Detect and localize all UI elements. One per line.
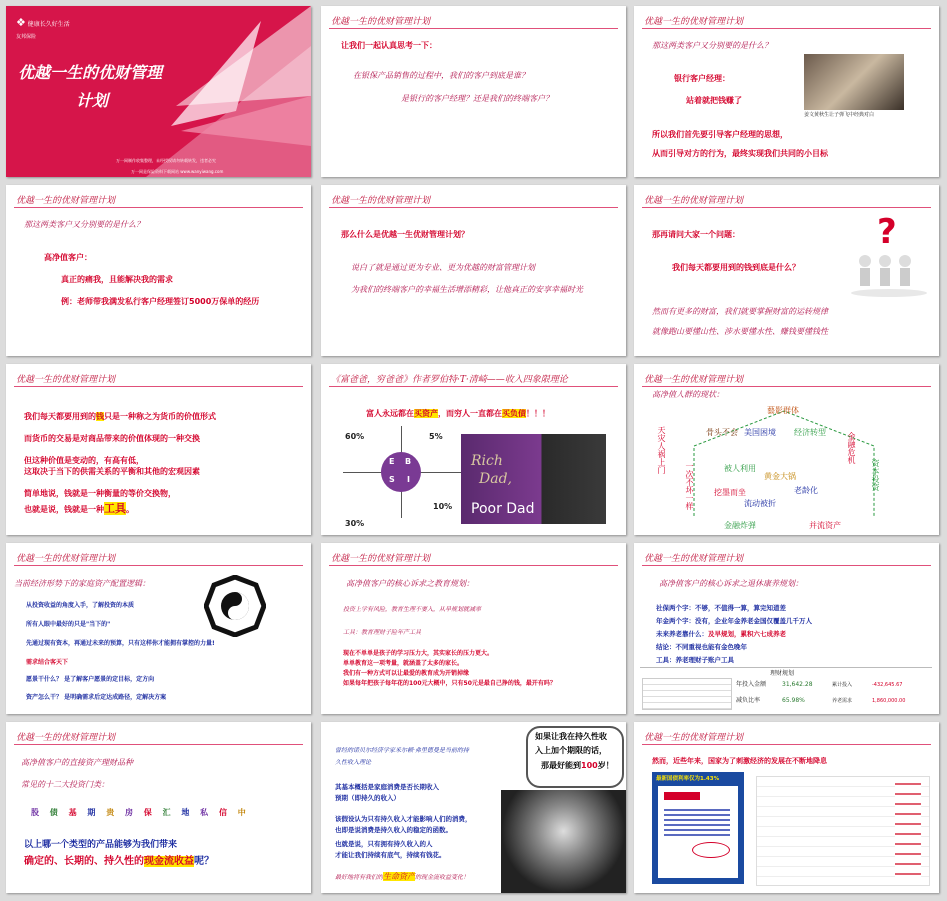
line-2: 是银行的客户经理？还是我们的终端客户？ <box>401 94 553 103</box>
line-6c: 。 <box>126 505 134 514</box>
cell-a: 年投入金额 <box>736 681 767 688</box>
line-6 <box>24 504 134 515</box>
line-2: 为我们的终端客户的幸福生活增添精彩，让他真正的安享幸福时光 <box>351 285 583 294</box>
red-2: 单单教育这一项考量，就涵盖了太多的家长。 <box>343 660 464 667</box>
divider <box>642 744 931 745</box>
subtitle: 常见的十二大投资门类： <box>21 780 109 789</box>
rate-list-screenshot <box>756 776 930 886</box>
slide-header: 优越一生的优财管理计划 <box>331 554 431 564</box>
cat-8: 汇 <box>162 807 171 817</box>
red-1: 现在不单单是孩子的学习压力大，其实家长的压力更大。 <box>343 650 494 657</box>
bottom-1: 金融炸弹 <box>724 521 756 530</box>
banner-c: ，而穷人一直都在 <box>438 409 502 418</box>
cat-2: 债 <box>49 807 58 817</box>
rate-list-red-column <box>895 779 921 883</box>
cat-10: 私 <box>200 807 209 817</box>
logo-sub: 友邦保险 <box>16 34 37 40</box>
line-5b: 是了解客户愿景的定目标，定方向 <box>64 676 155 683</box>
cat-9: 地 <box>181 807 190 817</box>
slide-7[interactable] <box>6 364 311 535</box>
banner-d: 买负债 <box>502 409 526 418</box>
bubble-2: 入上加个期限的话， <box>535 746 607 755</box>
title: 然而，近些年来，国家为了刺激经济的发展在不断地降息 <box>652 757 827 765</box>
line-3: 先通过现有资本，再通过未来的预算，只有这样你才能拥有掌控的力量! <box>26 640 215 647</box>
line-1: 投资上学有风险，教育生理不要入，从早规划就减率 <box>343 606 482 613</box>
quad-s: S <box>389 475 395 484</box>
friedman-portrait-image <box>501 790 626 893</box>
cover-footer-2: 万一网是保险资料下载网站 www.wanyiwang.com <box>131 169 224 174</box>
divider <box>14 565 303 566</box>
quadrant-1: 60% <box>345 432 365 441</box>
line-1: 以上哪一个类型的产品能够为我们带来 <box>24 840 178 850</box>
slide-header: 优越一生的优财管理计划 <box>644 375 744 385</box>
plan-table <box>640 667 932 712</box>
slide-header: 优越一生的优财管理计划 <box>16 375 116 385</box>
line-6: 才能让我们持续有底气，持续有钱花。 <box>335 851 446 859</box>
line-2: 工具：教育理财子险年产工具 <box>343 629 422 636</box>
item-2: 被人利用 <box>724 464 756 473</box>
cover-footer-1: 万一网制作收集整理，未经授权请勿转载转发，违者必究 <box>116 158 216 163</box>
slide-15[interactable] <box>634 722 939 893</box>
line-6a: 资产怎么干？ <box>26 694 63 701</box>
divider <box>642 565 931 566</box>
line-3a: 未来养老靠什么： <box>656 630 708 638</box>
cover-title-2: 计划 <box>76 91 109 110</box>
movie-still-image <box>804 54 904 110</box>
bubble-3 <box>541 761 614 771</box>
question: 那么什么是优越一生优财管理计划？ <box>341 230 469 239</box>
mini-grid <box>642 678 732 710</box>
line-2 <box>24 855 214 868</box>
cell-b: 累计投入 <box>832 682 853 688</box>
slide-12[interactable] <box>634 543 939 714</box>
cell-d: 养老需求 <box>832 698 853 704</box>
asset-categories <box>31 807 254 817</box>
cell-a-value: 31,642.28 <box>782 681 813 688</box>
title-1: 曾经的诺贝尔经济学家米尔顿·弗里德曼是当前的持 <box>335 747 469 754</box>
divider <box>642 386 931 387</box>
cat-12: 中 <box>237 807 246 817</box>
item-8: 老龄化 <box>794 486 818 495</box>
cell-d-value: 1,860,000.00 <box>872 698 906 704</box>
line-4: 这取决于当下的供需关系的平衡和其他的宏观因素 <box>24 467 200 476</box>
line-7 <box>335 872 469 883</box>
title: 高净值客户的核心诉求之教育规划： <box>346 579 474 588</box>
slide-8[interactable] <box>321 364 626 535</box>
line-1: 然而有更多的财富，我们就要掌握财富的运转规律 <box>652 307 828 316</box>
line-2a: 确定的 <box>24 856 54 867</box>
intro: 高净值人群的现状： <box>652 390 724 399</box>
slide-header: 《富爸爸，穷爸爸》作者罗伯特·T·清崎——收入四象限理论 <box>331 375 568 385</box>
quadrant-3: 10% <box>433 502 453 511</box>
book-title-2: Dad, <box>479 471 512 487</box>
question: 那这两类客户又分别要的是什么？ <box>652 41 772 50</box>
slide-header: 优越一生的优财管理计划 <box>16 554 116 564</box>
line-1: 社保两个字：不够，不值得一算，算完知道差 <box>656 604 786 612</box>
question: 那这两类客户又分别要的是什么？ <box>24 220 144 229</box>
divider <box>642 28 931 29</box>
red-3: 我们有一种方式可以让最爱的教育成为开销掉缘 <box>343 670 470 677</box>
line-1: 其基本概括是家庭消费是否长期收入 <box>335 783 439 791</box>
cat-6: 房 <box>124 807 133 817</box>
slide-6[interactable] <box>634 185 939 356</box>
title-2: 久性收入理论 <box>335 759 372 766</box>
divider <box>329 207 618 208</box>
line-2f: 现金流收益 <box>144 856 194 867</box>
body-line-2: 从而引导对方的行为，最终实现我们共同的小目标 <box>652 149 828 158</box>
table-title: 理财规划 <box>770 670 795 677</box>
cat-5: 贵 <box>106 807 115 817</box>
tool-word: 工具 <box>104 502 126 515</box>
cashflow-quadrant-icon <box>381 452 421 492</box>
slide-11[interactable] <box>321 543 626 714</box>
bottom-2: 并流资产 <box>809 521 841 530</box>
divider <box>14 207 303 208</box>
bubble-3b: 100 <box>581 761 598 770</box>
slide-9[interactable] <box>634 364 939 535</box>
logo <box>16 18 70 30</box>
line-5: 简单地说，钱就是一种衡量的等价交换物， <box>24 489 176 498</box>
img-blue-text <box>664 806 730 836</box>
bond-rate-screenshot <box>652 772 744 884</box>
slide-header: 优越一生的优财管理计划 <box>16 196 116 206</box>
line-3: 该假设认为只有持久收入才能影响人们的消费， <box>335 815 472 823</box>
slide-13[interactable] <box>6 722 311 893</box>
banner-e: ！！！ <box>526 409 550 418</box>
line-1a: 我们每天都要用到的 <box>24 412 96 421</box>
slide-header: 优越一生的优财管理计划 <box>644 196 744 206</box>
cell-c-value: 65.98% <box>782 697 805 704</box>
line-3: 但这种价值是变动的，有高有低， <box>24 456 144 465</box>
divider <box>329 565 618 566</box>
line-7b: 生命资产 <box>383 872 416 881</box>
bubble-1: 如果让我在持久性收 <box>535 732 607 741</box>
line-2: 就像跑山要懂山性、涉水要懂水性、赚钱要懂钱性 <box>652 327 828 336</box>
slide-14[interactable] <box>321 722 626 893</box>
line-6 <box>26 693 166 703</box>
quad-i: I <box>407 475 410 484</box>
item-5: 美国困境 <box>744 428 776 437</box>
house-top: 藝影群体 <box>767 406 799 415</box>
answer-label: 银行客户经理： <box>674 74 730 83</box>
line-6b: 是明确需求后定达成路径，定解决方案 <box>64 694 167 701</box>
quad-e: E <box>389 457 395 466</box>
divider <box>329 386 618 387</box>
bubble-3a: 那最好能到 <box>541 761 581 770</box>
line-2: 而货币的交易是对商品带来的价值体现的一种交换 <box>24 434 200 443</box>
answer-value: 站着就把钱赚了 <box>686 96 742 105</box>
img-title: 最新国债利率仅为1.43% <box>656 776 720 782</box>
line-7a: 最好地将有我们的 <box>335 874 384 881</box>
cat-1: 股 <box>31 807 39 817</box>
house-outline-icon <box>684 406 884 526</box>
line-2d: 、 <box>94 856 104 867</box>
example: 例：老师带我满发私行客户经理签订5000万保单的经历 <box>61 297 260 306</box>
line-2b: 、 <box>54 856 64 867</box>
item-7: 黄金大锅 <box>764 472 796 481</box>
title: 高净值客户的核心诉求之退休康养规划： <box>659 579 803 588</box>
logo-mark-icon: ❖ <box>16 16 26 29</box>
divider <box>329 28 618 29</box>
cell-c: 减负比率 <box>736 697 761 704</box>
line-1: 说白了就是通过更为专业、更为优越的财富管理计划 <box>351 263 535 272</box>
slide-3[interactable] <box>634 6 939 177</box>
item-6: 经济转型 <box>794 428 826 437</box>
line-1: 从投资收益的角度入手，了解投资的本质 <box>26 602 135 609</box>
line-3 <box>656 629 786 639</box>
svg-text:?: ? <box>877 213 897 252</box>
book-title-3: Poor Dad <box>471 501 535 517</box>
right-1: 金融危机 <box>847 432 856 464</box>
line-2: 所有人眼中最好的只是"当下的" <box>26 621 111 628</box>
cell-b-value: -432,645.67 <box>872 682 903 688</box>
question: 那再请问大家一个问题： <box>652 230 740 239</box>
slide-header: 优越一生的优财管理计划 <box>331 17 431 27</box>
cat-4: 期 <box>87 807 96 817</box>
banner <box>366 409 550 419</box>
question-figures-icon <box>849 213 929 298</box>
banner-a: 富人永远都在 <box>366 409 414 418</box>
line-2: 年金两个字：没有，企业年金养老金国仅覆盖几千万人 <box>656 617 812 625</box>
line-4: 需求结合客天下 <box>26 659 69 666</box>
slide-cover[interactable] <box>6 6 311 177</box>
logo-text: 健康长久好生活 <box>27 21 70 28</box>
slide-header: 优越一生的优财管理计划 <box>16 733 116 743</box>
label: 高净值客户： <box>44 253 92 262</box>
slide-4[interactable] <box>6 185 311 356</box>
banner-b: 买资产 <box>414 409 438 418</box>
img-red-circle <box>692 842 730 858</box>
right-2: 资本投资 <box>871 459 880 491</box>
title: 当前经济形势下的家庭资产配置逻辑： <box>14 579 150 588</box>
line-3b: 及早规划，累积六七成养老 <box>708 630 786 638</box>
line-5a: 愿景干什么？ <box>26 676 63 683</box>
line-4: 结论：不同重视也能有金色晚年 <box>656 643 747 651</box>
line-1c: 只是一种称之为货币的价值形式 <box>104 412 216 421</box>
divider <box>14 386 303 387</box>
divider <box>642 207 931 208</box>
need: 真正的痛我，且能解决我的需求 <box>61 275 173 284</box>
left-2: 一次不坏一样 <box>685 462 694 510</box>
bubble-3c: 岁！ <box>597 761 614 770</box>
body-line-1: 所以我们首先要引导客户经理的思想， <box>652 130 788 139</box>
divider <box>14 744 303 745</box>
line-2c: 长期的 <box>64 856 94 867</box>
quadrant-2: 5% <box>429 432 443 441</box>
money-word: 钱 <box>96 412 104 421</box>
item-4: 流动被折 <box>744 499 776 508</box>
img-red-label <box>664 792 700 800</box>
cover-title-1: 优越一生的优财管理 <box>18 63 163 82</box>
line-2: 预期（即持久的收入） <box>335 794 400 802</box>
line-5: 工具：养老理财子账户工具 <box>656 656 734 664</box>
quadrant-4: 30% <box>345 519 365 528</box>
question-2: 我们每天都要用到的钱到底是什么？ <box>672 263 800 272</box>
title: 高净值客户的直接资产理财品种 <box>21 758 133 767</box>
question: 让我们一起认真思考一下： <box>341 41 437 50</box>
slide-5[interactable] <box>321 185 626 356</box>
line-2e: 持久性的 <box>104 856 144 867</box>
line-1: 在银保产品销售的过程中，我们的客户到底是谁？ <box>353 71 529 80</box>
slide-header: 优越一生的优财管理计划 <box>644 733 744 743</box>
cover-shapes-icon <box>6 6 311 177</box>
line-2g: 呢？ <box>194 856 214 867</box>
line-6a: 也就是说，钱就是一种 <box>24 505 104 514</box>
line-5 <box>26 675 154 685</box>
red-4: 如果每年把孩子每年花的100元大概中，只有50元是最自己挣的钱，最开有吗？ <box>343 680 556 687</box>
image-caption: 姜文黄秋生让子弹飞中经典对白 <box>804 112 875 118</box>
cat-11: 信 <box>218 807 227 817</box>
line-1 <box>24 412 216 422</box>
cat-3: 基 <box>68 807 77 817</box>
line-4: 也即是说消费是持久收入的稳定的函数。 <box>335 826 452 834</box>
taiji-bagua-icon <box>204 575 266 637</box>
line-5: 也就是说，只有拥有持久收入的人 <box>335 840 433 848</box>
book-title-1: Rich <box>471 453 503 469</box>
item-1: 骨头不会 <box>706 428 738 437</box>
slide-header: 优越一生的优财管理计划 <box>644 17 744 27</box>
slide-10[interactable] <box>6 543 311 714</box>
slide-2[interactable] <box>321 6 626 177</box>
slide-header: 优越一生的优财管理计划 <box>644 554 744 564</box>
line-7c: 的现金流收益变化！ <box>415 874 470 881</box>
slide-header: 优越一生的优财管理计划 <box>331 196 431 206</box>
quad-b: B <box>405 457 412 466</box>
cat-7: 保 <box>143 807 152 817</box>
item-3: 挖墨而坐 <box>714 488 746 497</box>
left-1: 天灾人祸上门 <box>657 426 666 474</box>
